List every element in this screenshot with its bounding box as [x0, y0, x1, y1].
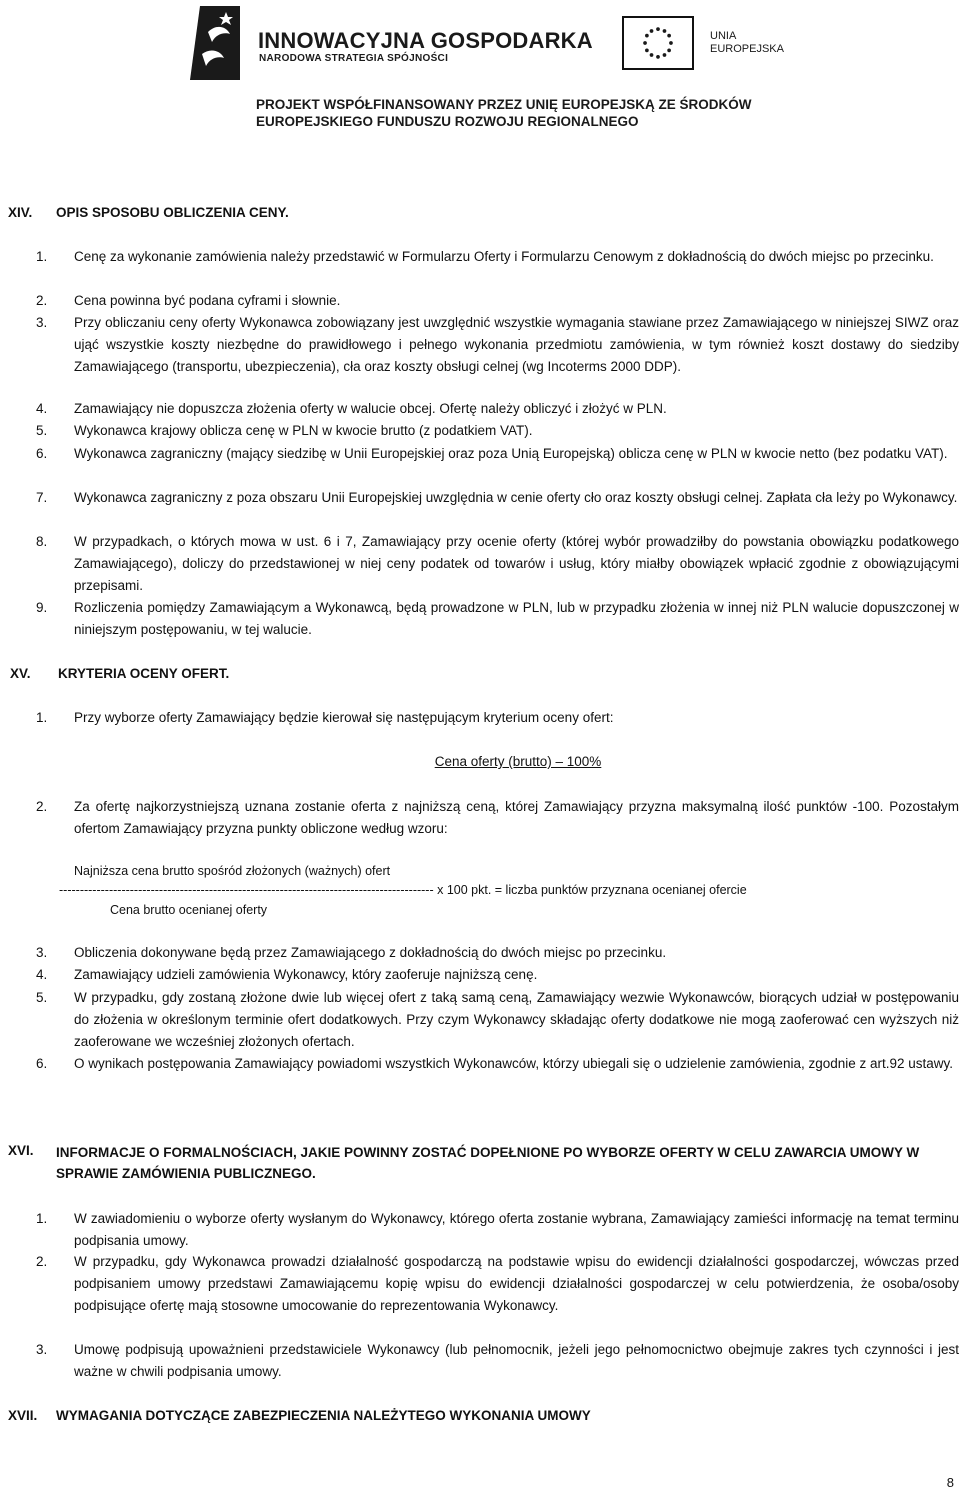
list-item [36, 443, 959, 465]
page-header [0, 0, 960, 140]
item-number: 5. [36, 990, 48, 1005]
item-text: Za ofertę najkorzystniejszą uznana zostanie oferta z najniższą ceną, której Zamawiający przyzna maksymalną ilość punktów -100. Pozostałym ofertom Zamawiający przyzna punkty obliczone według wzoru: [74, 799, 959, 836]
eu-flag-icon [622, 16, 694, 70]
page-number: 8 [946, 1475, 954, 1490]
list-item [36, 487, 959, 509]
item-number: 2. [36, 799, 48, 814]
item-number: 3. [36, 315, 48, 330]
item-number: 4. [36, 401, 48, 416]
section-heading-xvi [8, 1142, 936, 1184]
item-text: Zamawiający nie dopuszcza złożenia oferty w walucie obcej. Ofertę należy obliczyć i złożyć w PLN. [74, 401, 667, 416]
item-text: Rozliczenia pomiędzy Zamawiającym a Wykonawcą, będą prowadzone w PLN, lub w przypadku złożenia w innej niż PLN walucie dopuszczonej w niniejszym postępowaniu, w tej walucie. [74, 600, 959, 637]
section-title: KRYTERIA OCENY OFERT. [58, 666, 230, 681]
list-item [36, 420, 959, 442]
list-item [36, 707, 959, 729]
item-number: 4. [36, 967, 48, 982]
list-item [36, 1251, 959, 1317]
item-text: Wykonawca krajowy oblicza cenę w PLN w kwocie brutto (z podatkiem VAT). [74, 423, 533, 438]
item-number: 8. [36, 534, 48, 549]
list-item [36, 942, 959, 964]
logo-subtitle: NARODOWA STRATEGIA SPÓJNOŚCI [259, 53, 449, 64]
list-item [36, 1339, 959, 1383]
list-item [36, 246, 959, 268]
section-title: OPIS SPOSOBU OBLICZENIA CENY. [56, 205, 289, 220]
item-number: 3. [36, 1342, 48, 1357]
list-item [36, 531, 959, 597]
item-number: 1. [36, 1211, 48, 1226]
item-number: 2. [36, 1254, 48, 1269]
eu-label [710, 30, 784, 56]
item-text: W przypadku, gdy zostaną złożone dwie lub więcej ofert z taką samą ceną, Zamawiający wezwie Wykonawców, biorących udział w postępowaniu do złożenia w określonym terminie ofert dodatkowych. Przy czym Wykonawcy składając oferty dodatkowe nie mogą zaoferować cen wyższych niż zaoferowane we wcześniej złożonych ofertach. [74, 990, 959, 1049]
item-text: Umowę podpisują upoważnieni przedstawiciele Wykonawcy (lub pełnomocnik, jeżeli jego pełnomocnictwo obejmuje zakres tych czynności i jest ważne w chwili podpisania umowy. [74, 1342, 959, 1379]
list-item [36, 964, 959, 986]
project-note-line1: PROJEKT WSPÓŁFINANSOWANY PRZEZ UNIĘ EUROPEJSKĄ ZE ŚRODKÓW [256, 97, 752, 112]
item-text: Przy obliczaniu ceny oferty Wykonawca zobowiązany jest uwzględnić wszystkie wymagania stawiane przez Zamawiającego w niniejszej SIWZ oraz ująć wszystkie koszty niezbędne do prawidłowego i pełnego wykonania przedmiotu zamówienia, w tym również koszt dostawy do siedziby Zamawiającego (transportu, ubezpieczenia), cła oraz koszty obsługi celnej (wg Incoterms 2000 DDP). [74, 315, 959, 374]
formula-line: ------------------------------------------------------------------------------------------ x 100 pkt. = liczba punktów przyznana ocenianej ofercie [59, 883, 747, 897]
item-number: 5. [36, 423, 48, 438]
item-number: 7. [36, 490, 48, 505]
item-number: 6. [36, 446, 48, 461]
eu-label-line2: EUROPEJSKA [710, 43, 784, 55]
item-number: 1. [36, 710, 48, 725]
formula-numerator: Najniższa cena brutto spośród złożonych (ważnych) ofert [74, 864, 391, 878]
list-item [36, 398, 959, 420]
section-heading-xiv [8, 204, 936, 222]
item-text: W zawiadomieniu o wyborze oferty wysłanym do Wykonawcy, którego oferta zostanie wybrana, Zamawiający zamieści informację na temat terminu podpisania umowy. [74, 1211, 959, 1248]
eu-label-line1: UNIA [710, 30, 737, 42]
list-item [36, 290, 959, 312]
list-item [36, 1053, 959, 1075]
item-text: Cenę za wykonanie zamówienia należy przedstawić w Formularzu Oferty i Formularzu Cenowym z dokładnością do dwóch miejsc po przecinku. [74, 249, 934, 264]
item-text: Wykonawca zagraniczny (mający siedzibę w Unii Europejskiej oraz poza Unią Europejską) oblicza cenę w PLN w kwocie netto (bez podatku VAT). [74, 446, 948, 461]
item-number: 1. [36, 249, 48, 264]
list-item [36, 796, 959, 840]
list-item [36, 597, 959, 641]
section-title: INFORMACJE O FORMALNOŚCIACH, JAKIE POWINNY ZOSTAĆ DOPEŁNIONE PO WYBORZE OFERTY W CELU ZAWARCIA UMOWY W SPRAWIE ZAMÓWIENIA PUBLICZNEGO. [56, 1145, 920, 1181]
section-heading-xv [8, 665, 938, 683]
criterion-label: Cena oferty (brutto) – 100% [434, 754, 602, 769]
item-text: Przy wyborze oferty Zamawiający będzie kierował się następującym kryterium oceny ofert: [74, 710, 614, 725]
item-text: W przypadkach, o których mowa w ust. 6 i 7, Zamawiający przy ocenie oferty (której wybór prowadziłby do powstania obowiązku podatkowego Zamawiającego), doliczy do przedstawionej w niej ceny podatek od towarów i usług, który miałby obowiązek wpłacić zgodnie z obowiązującymi przepisami. [74, 534, 959, 593]
item-text: Zamawiający udzieli zamówienia Wykonawcy, który zaoferuje najniższą cenę. [74, 967, 538, 982]
innowacyjna-gospodarka-logo-icon [186, 2, 242, 82]
item-text: Cena powinna być podana cyframi i słownie. [74, 293, 341, 308]
item-number: 2. [36, 293, 48, 308]
logo-title: INNOWACYJNA GOSPODARKA [258, 28, 593, 53]
formula-denominator: Cena brutto ocenianej oferty [110, 903, 268, 917]
section-number: XVII. [8, 1408, 38, 1423]
list-item [36, 987, 959, 1053]
section-number: XIV. [8, 205, 33, 220]
item-text: Wykonawca zagraniczny z poza obszaru Unii Europejskiej uwzględnia w cenie oferty cło oraz koszty obsługi celnej. Zapłata cła leży po Wykonawcy. [74, 490, 958, 505]
item-number: 3. [36, 945, 48, 960]
section-number: XV. [10, 666, 31, 681]
section-number: XVI. [8, 1143, 34, 1158]
list-item [36, 1208, 959, 1252]
item-text: O wynikach postępowania Zamawiający powiadomi wszystkich Wykonawców, którzy ubiegali się o udzielenie zamówienia, zgodnie z art.92 ustawy. [74, 1056, 954, 1071]
project-note-line2: EUROPEJSKIEGO FUNDUSZU ROZWOJU REGIONALNEGO [256, 114, 639, 129]
section-title: WYMAGANIA DOTYCZĄCE ZABEZPIECZENIA NALEŻYTEGO WYKONANIA UMOWY [56, 1408, 591, 1423]
item-number: 9. [36, 600, 48, 615]
item-number: 6. [36, 1056, 48, 1071]
project-note [256, 96, 752, 130]
item-text: W przypadku, gdy Wykonawca prowadzi działalność gospodarczą na podstawie wpisu do ewidencji działalności gospodarczej, wówczas przed podpisaniem umowy przedstawi Zamawiającemu kopię wpisu do ewidencji działalności gospodarczej w celu potwierdzenia, że osoba/osoby podpisujące ofertę mają stosowne umocowanie do reprezentowania Wykonawcy. [74, 1254, 959, 1313]
section-heading-xvii [8, 1407, 936, 1425]
list-item [36, 312, 959, 378]
item-text: Obliczenia dokonywane będą przez Zamawiającego z dokładnością do dwóch miejsc po przecinku. [74, 945, 667, 960]
